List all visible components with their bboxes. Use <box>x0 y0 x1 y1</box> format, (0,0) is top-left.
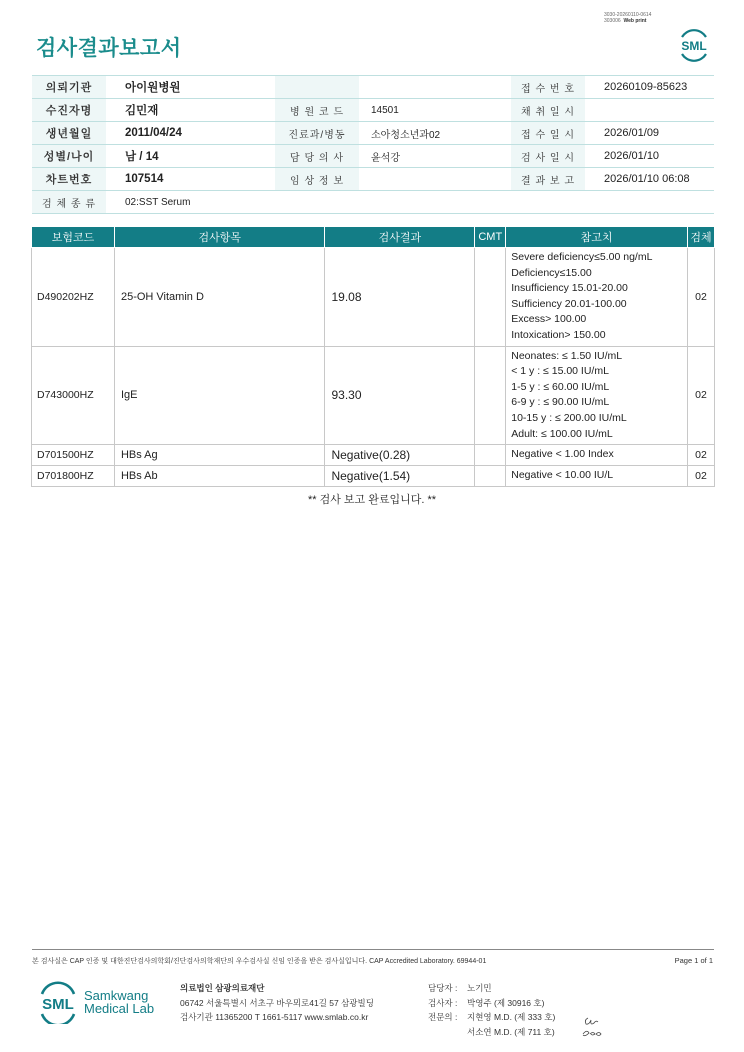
org-contact: 검사기관 11365200 T 1661-5117 www.smlab.co.kr <box>180 1012 369 1022</box>
info-label: 임 상 정 보 <box>275 168 359 191</box>
reference-range <box>506 248 688 347</box>
info-row <box>32 76 714 99</box>
staff-role: 검사자 : <box>428 997 458 1008</box>
insurance-code: D490202HZ <box>32 248 115 347</box>
specimen-code: 02 <box>687 445 714 466</box>
insurance-code: D701800HZ <box>32 466 115 487</box>
reference-line: Negative < 1.00 Index <box>511 448 614 461</box>
completion-message: ** 검사 보고 완료입니다. ** <box>307 494 437 506</box>
patient-info-table <box>32 75 714 214</box>
test-result: Negative(0.28) <box>325 445 475 466</box>
org-name: 의료법인 삼광의료재단 <box>180 983 265 993</box>
signature-icon <box>580 1008 610 1040</box>
print-label: Web print <box>623 18 647 24</box>
column-header: 검체 <box>687 227 714 248</box>
info-value <box>359 168 511 191</box>
brand-line1: Samkwang <box>84 988 149 1003</box>
info-value <box>585 99 714 122</box>
insurance-code: D743000HZ <box>32 346 115 445</box>
reference-range <box>506 445 688 466</box>
brand-line2: Medical Lab <box>84 1001 155 1016</box>
info-label: 수진자명 <box>32 99 106 122</box>
info-row <box>32 99 714 122</box>
reference-line: 1-5 y : ≤ 60.00 IU/mL <box>511 380 610 393</box>
info-label: 차트번호 <box>32 168 106 191</box>
info-value: 아이원병원 <box>106 76 275 99</box>
reference-range <box>506 466 688 487</box>
test-item: IgE <box>114 346 325 445</box>
reference-line: Severe deficiency≤5.00 ng/mL <box>511 251 653 263</box>
reference-line: Neonates: ≤ 1.50 IU/mL <box>511 349 623 362</box>
reference-line: Intoxication> 150.00 <box>511 328 606 341</box>
info-label: 결 과 보 고 <box>511 168 585 191</box>
specimen-code: 02 <box>687 346 714 445</box>
sml-logo-text: SML <box>681 39 707 53</box>
org-address: 06742 서울특별시 서초구 바우뫼로41길 57 삼광빌딩 <box>180 997 374 1008</box>
column-header: CMT <box>475 227 506 248</box>
test-item: HBs Ag <box>114 445 325 466</box>
reference-line: Insufficiency 15.01-20.00 <box>511 282 628 295</box>
staff-role: 담당자 : <box>428 983 458 993</box>
specimen-code: 02 <box>687 248 714 347</box>
info-label: 생년월일 <box>32 122 106 145</box>
result-row <box>32 445 715 466</box>
staff-line <box>428 1025 555 1040</box>
info-label: 의뢰기관 <box>32 76 106 99</box>
result-row <box>32 248 715 347</box>
print-code-line2: 303006 <box>604 18 621 24</box>
info-row <box>32 145 714 168</box>
info-value: 2026/01/10 06:08 <box>585 168 714 191</box>
staff-block <box>428 981 555 1039</box>
info-label: 접 수 일 시 <box>511 122 585 145</box>
staff-name: 노기민 <box>467 983 492 993</box>
specimen-label: 검 체 종 류 <box>32 191 106 214</box>
report-title: 검사결과보고서 <box>36 37 182 60</box>
info-value: 2026/01/10 <box>585 145 714 168</box>
staff-name: 박영주 (제 30916 호) <box>467 997 545 1008</box>
footer-sml-logo-icon <box>36 980 80 1024</box>
insurance-code: D701500HZ <box>32 445 115 466</box>
column-header: 검사항목 <box>114 227 325 248</box>
cmt-cell <box>475 346 506 445</box>
test-result: 19.08 <box>325 248 475 347</box>
column-header: 보험코드 <box>32 227 115 248</box>
info-value: 2026/01/09 <box>585 122 714 145</box>
staff-line <box>428 1010 555 1025</box>
staff-name: 서소연 M.D. (제 711 호) <box>467 1026 555 1037</box>
staff-line <box>428 996 555 1011</box>
reference-range <box>506 346 688 445</box>
test-result: 93.30 <box>325 346 475 445</box>
info-label: 접 수 번 호 <box>511 76 585 99</box>
cmt-cell <box>475 466 506 487</box>
info-value: 김민재 <box>106 99 275 122</box>
info-label: 채 취 일 시 <box>511 99 585 122</box>
staff-line <box>428 981 555 996</box>
test-item: 25-OH Vitamin D <box>114 248 325 347</box>
reference-line: Excess> 100.00 <box>511 313 587 326</box>
reference-line: 6-9 y : ≤ 90.00 IU/mL <box>511 396 610 409</box>
info-value: 107514 <box>106 168 275 191</box>
info-label: 진료과/병동 <box>275 122 359 145</box>
results-table <box>31 226 715 487</box>
column-header: 참고치 <box>506 227 688 248</box>
info-label: 성별/나이 <box>32 145 106 168</box>
reference-line: 10-15 y : ≤ 200.00 IU/mL <box>511 411 627 424</box>
reference-line: < 1 y : ≤ 15.00 IU/mL <box>511 365 609 378</box>
info-row <box>32 168 714 191</box>
sml-logo-icon <box>676 26 712 62</box>
test-result: Negative(1.54) <box>325 466 475 487</box>
result-row <box>32 466 715 487</box>
staff-role: 전문의 : <box>428 1012 458 1022</box>
info-value: 20260109-85623 <box>585 76 714 99</box>
column-header: 검사결과 <box>325 227 475 248</box>
reference-line: Negative < 10.00 IU/L <box>511 469 614 482</box>
cmt-cell <box>475 248 506 347</box>
footer-logo-text: SML <box>42 996 74 1013</box>
accreditation-note: 본 검사실은 CAP 인증 및 대한진단검사의학회/진단검사의학재단의 우수검사실 신임 인증을 받은 검사실입니다. CAP Accredited Laboratory. 69944-01 <box>32 958 487 965</box>
cmt-cell <box>475 445 506 466</box>
info-row <box>32 122 714 145</box>
reference-line: Sufficiency 20.01-100.00 <box>511 297 627 310</box>
specimen-row <box>32 191 714 214</box>
specimen-code: 02 <box>687 466 714 487</box>
print-code <box>604 12 651 24</box>
info-value: 14501 <box>359 99 511 122</box>
result-row <box>32 346 715 445</box>
footer-divider <box>32 949 714 950</box>
info-label: 담 당 의 사 <box>275 145 359 168</box>
info-value: 윤석강 <box>359 145 511 168</box>
info-label: 병 원 코 드 <box>275 99 359 122</box>
info-value: 소아청소년과02 <box>359 122 511 145</box>
specimen-value: 02:SST Serum <box>106 191 714 214</box>
test-item: HBs Ab <box>114 466 325 487</box>
reference-line: Adult: ≤ 100.00 IU/mL <box>511 427 613 440</box>
reference-line: Deficiency≤15.00 <box>511 266 592 279</box>
info-value: 2011/04/24 <box>106 122 275 145</box>
org-address-block <box>180 981 374 1025</box>
staff-name: 지현영 M.D. (제 333 호) <box>467 1012 556 1022</box>
info-label <box>275 76 359 99</box>
info-value: 남 / 14 <box>106 145 275 168</box>
info-value <box>359 76 511 99</box>
info-label: 검 사 일 시 <box>511 145 585 168</box>
print-code-line1: 3030-20260110-0614 <box>604 12 652 18</box>
page-number: Page 1 of 1 <box>674 956 713 965</box>
brand-name <box>84 989 154 1015</box>
